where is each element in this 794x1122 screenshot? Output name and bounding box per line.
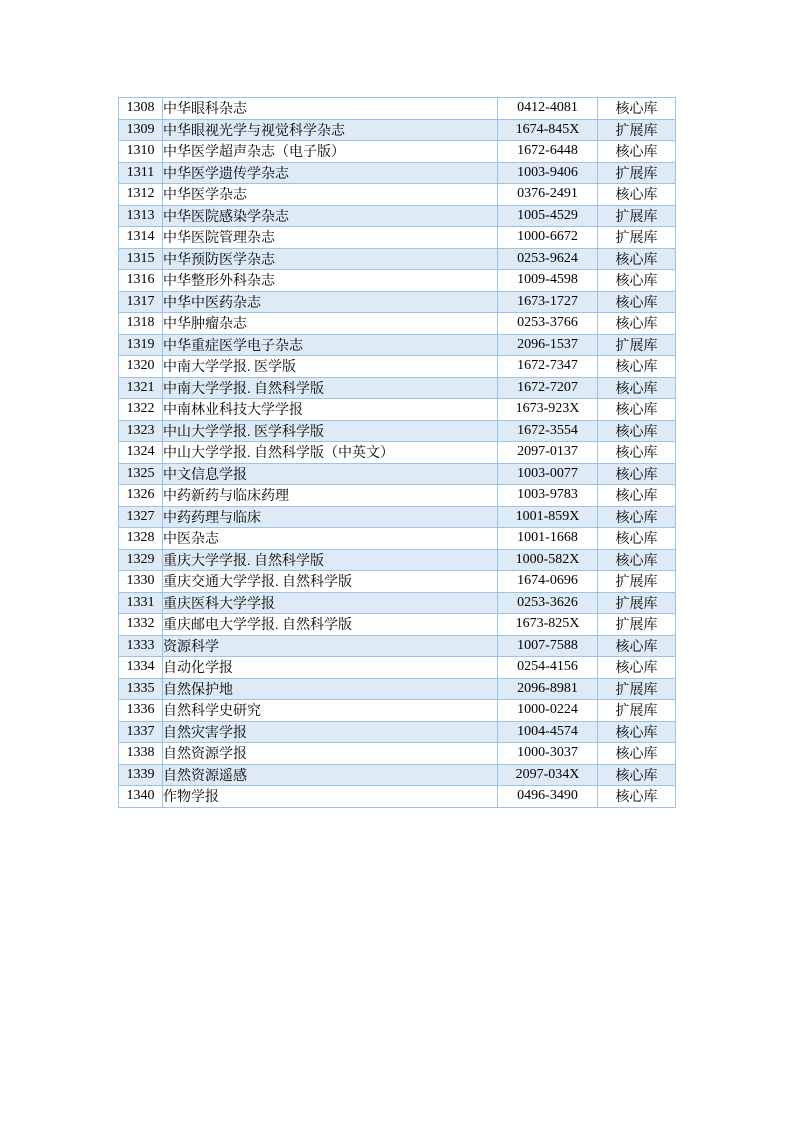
journal-title-cell: 中医杂志 bbox=[163, 528, 498, 550]
table-row bbox=[119, 399, 676, 421]
table-row bbox=[119, 420, 676, 442]
journal-title-cell: 自然保护地 bbox=[163, 678, 498, 700]
journal-title-cell: 中华预防医学杂志 bbox=[163, 248, 498, 270]
journal-title-cell: 中南林业科技大学学报 bbox=[163, 399, 498, 421]
library-category-cell: 核心库 bbox=[598, 635, 676, 657]
journal-title-cell: 自然资源学报 bbox=[163, 743, 498, 765]
journal-title-cell: 自然灾害学报 bbox=[163, 721, 498, 743]
journal-title-cell: 中山大学学报. 医学科学版 bbox=[163, 420, 498, 442]
table-row bbox=[119, 528, 676, 550]
row-number-cell: 1330 bbox=[119, 571, 163, 593]
issn-cell: 2097-0137 bbox=[498, 442, 598, 464]
row-number-cell: 1332 bbox=[119, 614, 163, 636]
row-number-cell: 1311 bbox=[119, 162, 163, 184]
library-category-cell: 扩展库 bbox=[598, 334, 676, 356]
table-row bbox=[119, 377, 676, 399]
issn-cell: 1003-9783 bbox=[498, 485, 598, 507]
row-number-cell: 1334 bbox=[119, 657, 163, 679]
table-row bbox=[119, 205, 676, 227]
table-row bbox=[119, 356, 676, 378]
journal-title-cell: 中华医院感染学杂志 bbox=[163, 205, 498, 227]
row-number-cell: 1327 bbox=[119, 506, 163, 528]
table-row bbox=[119, 549, 676, 571]
journal-title-cell: 中华医院管理杂志 bbox=[163, 227, 498, 249]
journal-title-cell: 中华中医药杂志 bbox=[163, 291, 498, 313]
journal-title-cell: 作物学报 bbox=[163, 786, 498, 808]
issn-cell: 1674-845X bbox=[498, 119, 598, 141]
table-row bbox=[119, 700, 676, 722]
row-number-cell: 1314 bbox=[119, 227, 163, 249]
issn-cell: 0254-4156 bbox=[498, 657, 598, 679]
table-row bbox=[119, 141, 676, 163]
row-number-cell: 1339 bbox=[119, 764, 163, 786]
journal-title-cell: 中华眼科杂志 bbox=[163, 98, 498, 120]
library-category-cell: 核心库 bbox=[598, 356, 676, 378]
library-category-cell: 核心库 bbox=[598, 420, 676, 442]
issn-cell: 1672-6448 bbox=[498, 141, 598, 163]
row-number-cell: 1329 bbox=[119, 549, 163, 571]
journal-title-cell: 重庆邮电大学学报. 自然科学版 bbox=[163, 614, 498, 636]
row-number-cell: 1328 bbox=[119, 528, 163, 550]
journal-title-cell: 中华重症医学电子杂志 bbox=[163, 334, 498, 356]
library-category-cell: 扩展库 bbox=[598, 227, 676, 249]
issn-cell: 1003-0077 bbox=[498, 463, 598, 485]
library-category-cell: 核心库 bbox=[598, 786, 676, 808]
journal-title-cell: 自动化学报 bbox=[163, 657, 498, 679]
library-category-cell: 核心库 bbox=[598, 506, 676, 528]
issn-cell: 1009-4598 bbox=[498, 270, 598, 292]
table-row bbox=[119, 291, 676, 313]
table-row bbox=[119, 485, 676, 507]
table-row bbox=[119, 442, 676, 464]
row-number-cell: 1326 bbox=[119, 485, 163, 507]
journal-title-cell: 中华整形外科杂志 bbox=[163, 270, 498, 292]
library-category-cell: 扩展库 bbox=[598, 205, 676, 227]
issn-cell: 0253-3626 bbox=[498, 592, 598, 614]
table-row bbox=[119, 657, 676, 679]
table-row bbox=[119, 764, 676, 786]
journal-title-cell: 中山大学学报. 自然科学版（中英文） bbox=[163, 442, 498, 464]
issn-cell: 2096-1537 bbox=[498, 334, 598, 356]
row-number-cell: 1325 bbox=[119, 463, 163, 485]
library-category-cell: 核心库 bbox=[598, 98, 676, 120]
issn-cell: 1000-0224 bbox=[498, 700, 598, 722]
issn-cell: 1005-4529 bbox=[498, 205, 598, 227]
journal-title-cell: 重庆大学学报. 自然科学版 bbox=[163, 549, 498, 571]
row-number-cell: 1318 bbox=[119, 313, 163, 335]
library-category-cell: 扩展库 bbox=[598, 614, 676, 636]
table-row bbox=[119, 635, 676, 657]
library-category-cell: 扩展库 bbox=[598, 162, 676, 184]
library-category-cell: 核心库 bbox=[598, 141, 676, 163]
library-category-cell: 核心库 bbox=[598, 399, 676, 421]
table-row bbox=[119, 678, 676, 700]
table-row bbox=[119, 571, 676, 593]
journal-title-cell: 中南大学学报. 医学版 bbox=[163, 356, 498, 378]
library-category-cell: 核心库 bbox=[598, 270, 676, 292]
issn-cell: 1004-4574 bbox=[498, 721, 598, 743]
table-row bbox=[119, 592, 676, 614]
row-number-cell: 1340 bbox=[119, 786, 163, 808]
library-category-cell: 核心库 bbox=[598, 528, 676, 550]
library-category-cell: 扩展库 bbox=[598, 678, 676, 700]
issn-cell: 1001-859X bbox=[498, 506, 598, 528]
journal-title-cell: 重庆交通大学学报. 自然科学版 bbox=[163, 571, 498, 593]
journal-title-cell: 资源科学 bbox=[163, 635, 498, 657]
row-number-cell: 1337 bbox=[119, 721, 163, 743]
table-row bbox=[119, 162, 676, 184]
issn-cell: 2097-034X bbox=[498, 764, 598, 786]
row-number-cell: 1320 bbox=[119, 356, 163, 378]
library-category-cell: 核心库 bbox=[598, 442, 676, 464]
table-row bbox=[119, 227, 676, 249]
row-number-cell: 1316 bbox=[119, 270, 163, 292]
library-category-cell: 扩展库 bbox=[598, 571, 676, 593]
library-category-cell: 扩展库 bbox=[598, 119, 676, 141]
row-number-cell: 1333 bbox=[119, 635, 163, 657]
table-row bbox=[119, 98, 676, 120]
row-number-cell: 1319 bbox=[119, 334, 163, 356]
journal-title-cell: 自然资源遥感 bbox=[163, 764, 498, 786]
table-row bbox=[119, 334, 676, 356]
library-category-cell: 核心库 bbox=[598, 463, 676, 485]
journal-title-cell: 中华医学杂志 bbox=[163, 184, 498, 206]
table-row bbox=[119, 506, 676, 528]
row-number-cell: 1313 bbox=[119, 205, 163, 227]
journal-title-cell: 自然科学史研究 bbox=[163, 700, 498, 722]
table-row bbox=[119, 313, 676, 335]
library-category-cell: 核心库 bbox=[598, 184, 676, 206]
table-row bbox=[119, 721, 676, 743]
library-category-cell: 核心库 bbox=[598, 743, 676, 765]
issn-cell: 0496-3490 bbox=[498, 786, 598, 808]
row-number-cell: 1308 bbox=[119, 98, 163, 120]
journal-title-cell: 中南大学学报. 自然科学版 bbox=[163, 377, 498, 399]
row-number-cell: 1331 bbox=[119, 592, 163, 614]
journal-title-cell: 中华眼视光学与视觉科学杂志 bbox=[163, 119, 498, 141]
table-row bbox=[119, 743, 676, 765]
journal-title-cell: 中文信息学报 bbox=[163, 463, 498, 485]
table-row bbox=[119, 614, 676, 636]
library-category-cell: 扩展库 bbox=[598, 592, 676, 614]
row-number-cell: 1324 bbox=[119, 442, 163, 464]
journal-table-body bbox=[119, 98, 676, 808]
library-category-cell: 核心库 bbox=[598, 721, 676, 743]
row-number-cell: 1317 bbox=[119, 291, 163, 313]
table-row bbox=[119, 463, 676, 485]
issn-cell: 0253-3766 bbox=[498, 313, 598, 335]
issn-cell: 1000-3037 bbox=[498, 743, 598, 765]
issn-cell: 1672-3554 bbox=[498, 420, 598, 442]
row-number-cell: 1310 bbox=[119, 141, 163, 163]
issn-cell: 1673-923X bbox=[498, 399, 598, 421]
library-category-cell: 核心库 bbox=[598, 657, 676, 679]
library-category-cell: 核心库 bbox=[598, 291, 676, 313]
library-category-cell: 核心库 bbox=[598, 248, 676, 270]
journal-title-cell: 中华医学超声杂志（电子版） bbox=[163, 141, 498, 163]
library-category-cell: 扩展库 bbox=[598, 700, 676, 722]
row-number-cell: 1335 bbox=[119, 678, 163, 700]
row-number-cell: 1312 bbox=[119, 184, 163, 206]
library-category-cell: 核心库 bbox=[598, 485, 676, 507]
table-row bbox=[119, 184, 676, 206]
issn-cell: 2096-8981 bbox=[498, 678, 598, 700]
journal-title-cell: 中药药理与临床 bbox=[163, 506, 498, 528]
issn-cell: 1672-7347 bbox=[498, 356, 598, 378]
row-number-cell: 1315 bbox=[119, 248, 163, 270]
row-number-cell: 1309 bbox=[119, 119, 163, 141]
library-category-cell: 核心库 bbox=[598, 377, 676, 399]
library-category-cell: 核心库 bbox=[598, 764, 676, 786]
journal-title-cell: 中华肿瘤杂志 bbox=[163, 313, 498, 335]
row-number-cell: 1322 bbox=[119, 399, 163, 421]
issn-cell: 1673-1727 bbox=[498, 291, 598, 313]
journal-title-cell: 中药新药与临床药理 bbox=[163, 485, 498, 507]
journal-title-cell: 重庆医科大学学报 bbox=[163, 592, 498, 614]
issn-cell: 1672-7207 bbox=[498, 377, 598, 399]
library-category-cell: 核心库 bbox=[598, 313, 676, 335]
issn-cell: 1000-6672 bbox=[498, 227, 598, 249]
row-number-cell: 1336 bbox=[119, 700, 163, 722]
journal-title-cell: 中华医学遗传学杂志 bbox=[163, 162, 498, 184]
table-row bbox=[119, 786, 676, 808]
journal-list-table bbox=[118, 97, 676, 808]
issn-cell: 1003-9406 bbox=[498, 162, 598, 184]
row-number-cell: 1323 bbox=[119, 420, 163, 442]
issn-cell: 1674-0696 bbox=[498, 571, 598, 593]
issn-cell: 0412-4081 bbox=[498, 98, 598, 120]
table-row bbox=[119, 119, 676, 141]
row-number-cell: 1321 bbox=[119, 377, 163, 399]
issn-cell: 1007-7588 bbox=[498, 635, 598, 657]
issn-cell: 1000-582X bbox=[498, 549, 598, 571]
row-number-cell: 1338 bbox=[119, 743, 163, 765]
issn-cell: 1673-825X bbox=[498, 614, 598, 636]
table-row bbox=[119, 270, 676, 292]
issn-cell: 0376-2491 bbox=[498, 184, 598, 206]
issn-cell: 0253-9624 bbox=[498, 248, 598, 270]
issn-cell: 1001-1668 bbox=[498, 528, 598, 550]
library-category-cell: 核心库 bbox=[598, 549, 676, 571]
table-row bbox=[119, 248, 676, 270]
